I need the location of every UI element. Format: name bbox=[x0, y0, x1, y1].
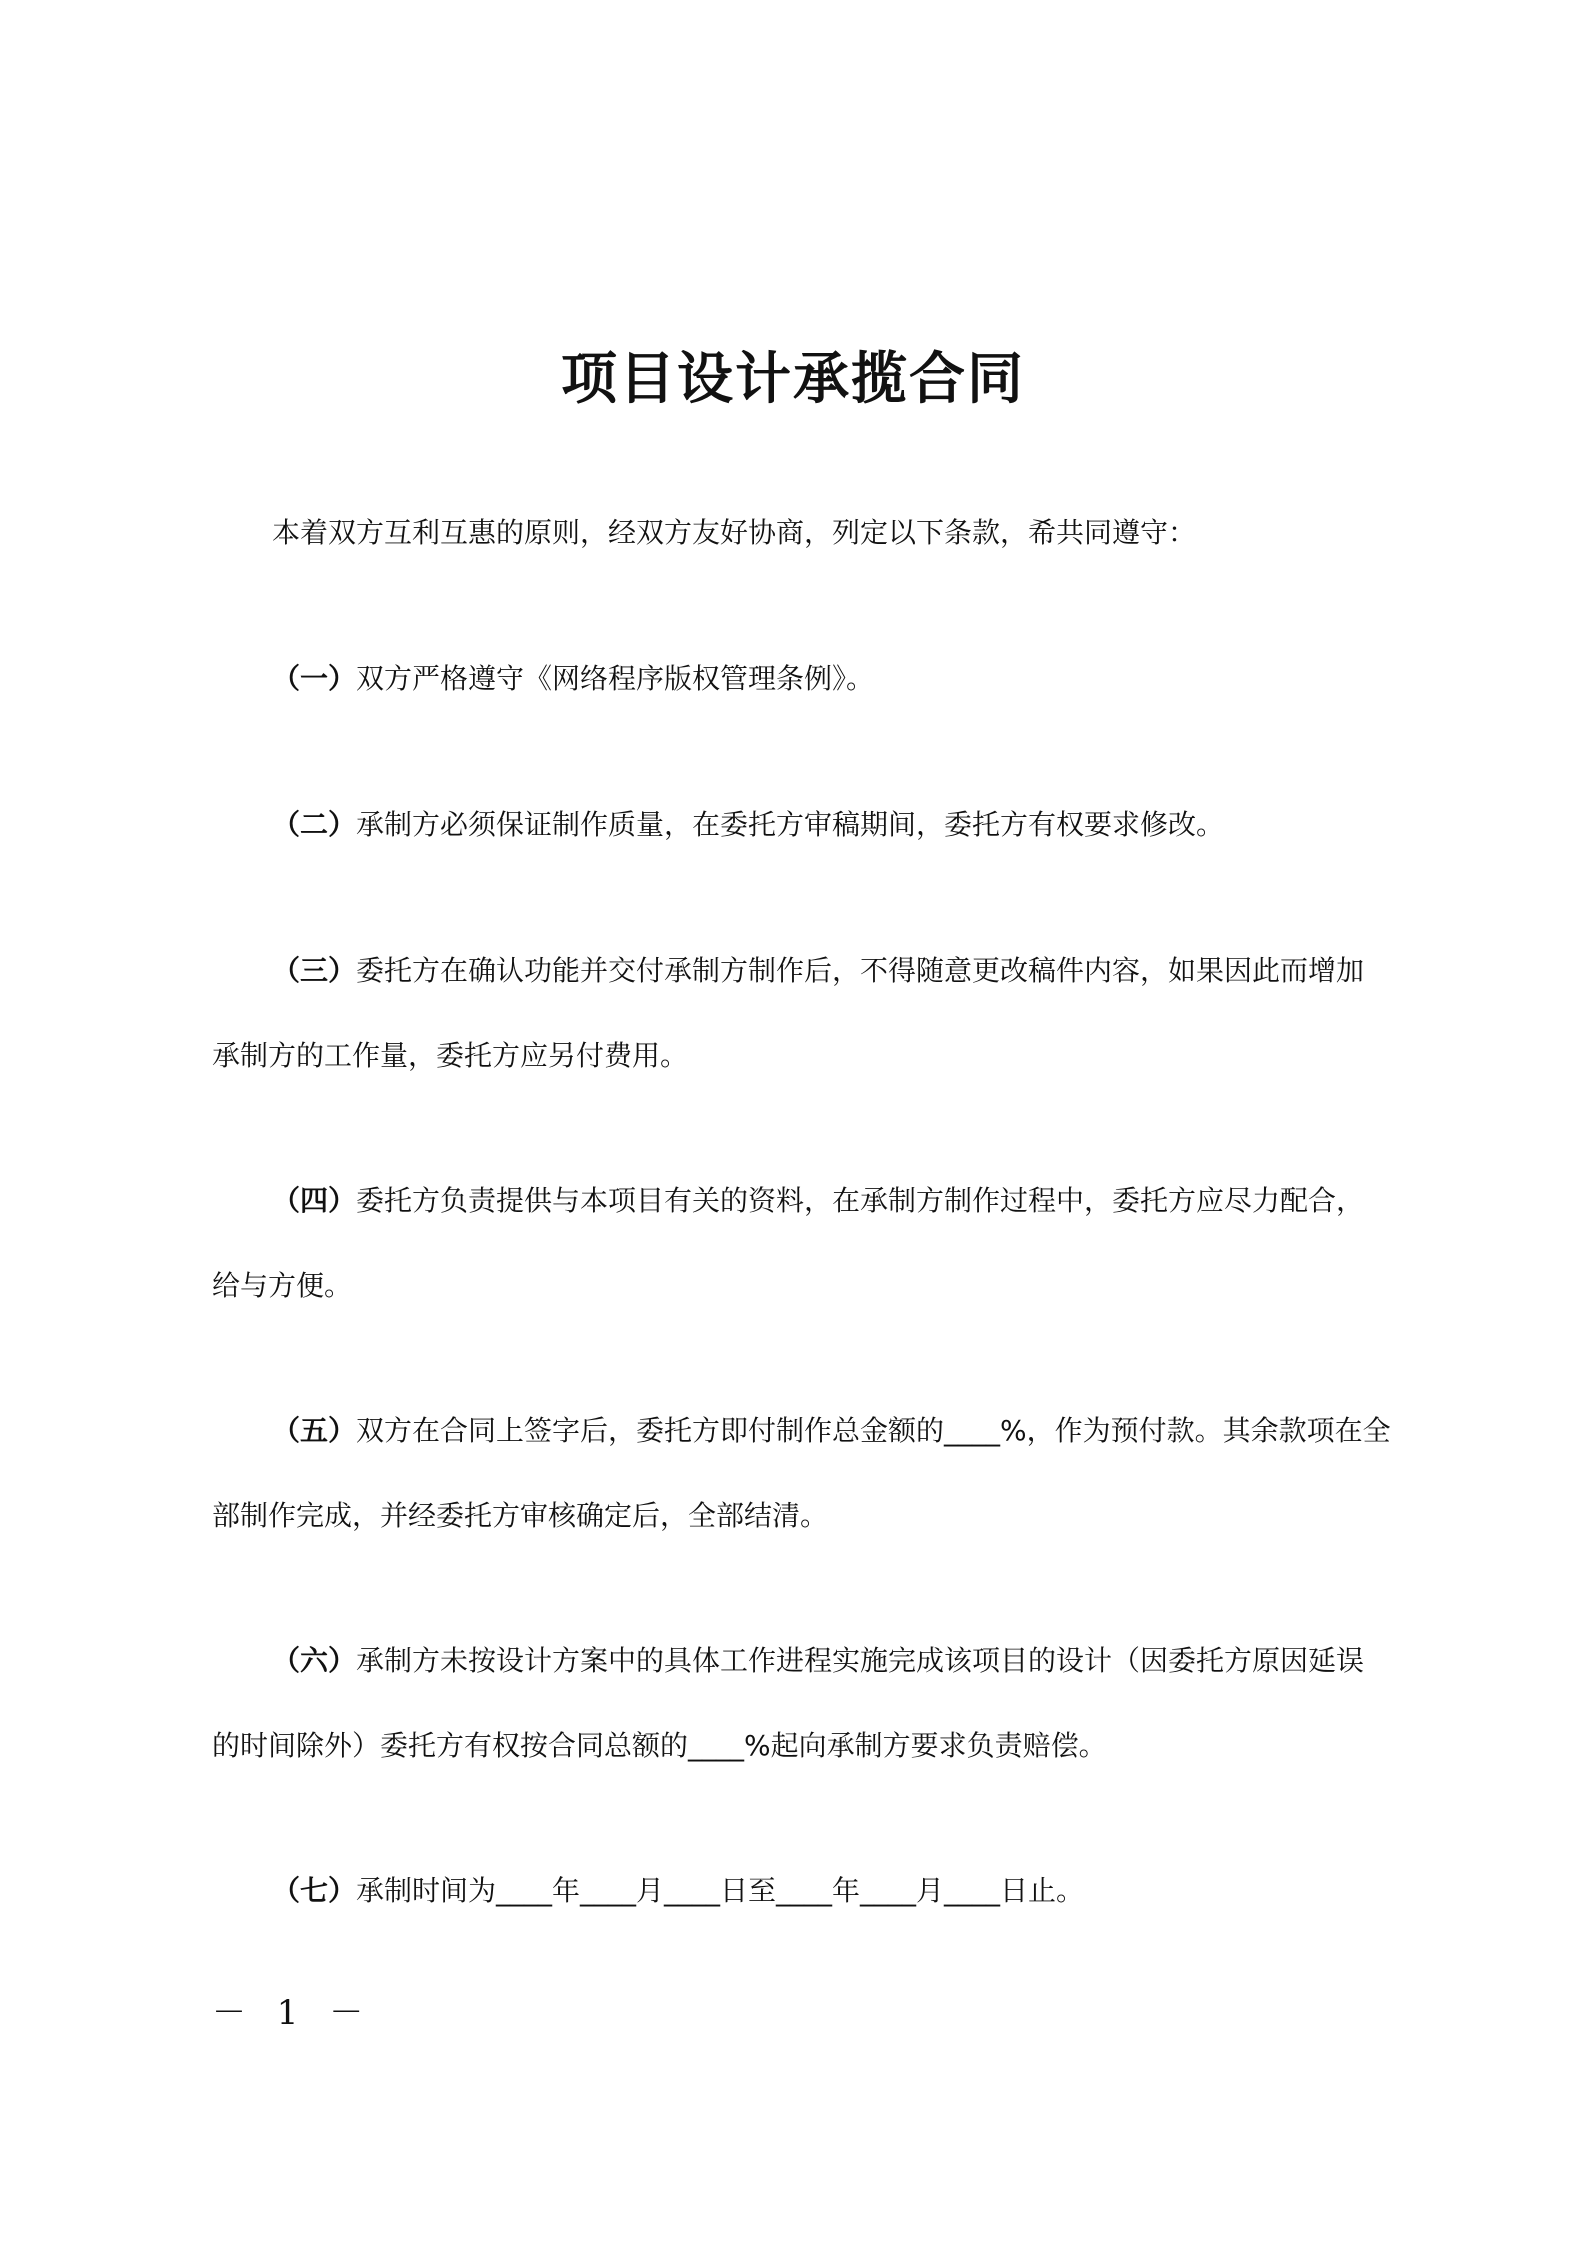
clause-1 bbox=[212, 636, 1392, 721]
clause-number: （四） bbox=[272, 1184, 357, 1217]
clause-number: （六） bbox=[272, 1644, 357, 1677]
clause-text: 委托方在确认功能并交付承制方制作后，不得随意更改稿件内容，如果因此而增加承制方的工作量，委托方应另付费用。 bbox=[212, 954, 1365, 1072]
clause-number: （三） bbox=[272, 954, 357, 987]
clause-4 bbox=[212, 1158, 1392, 1328]
clause-7 bbox=[212, 1848, 1392, 1933]
clause-text: 承制方未按设计方案中的具体工作进程实施完成该项目的设计（因委托方原因延误的时间除外）委托方有权按合同总额的____%起向承制方要求负责赔偿。 bbox=[212, 1644, 1365, 1762]
clause-number: （七） bbox=[272, 1874, 357, 1907]
clause-6 bbox=[212, 1618, 1392, 1788]
clause-text: 承制时间为____年____月____日至____年____月____日止。 bbox=[356, 1874, 1085, 1907]
intro-paragraph: 本着双方互利互惠的原则，经双方友好协商，列定以下条款，希共同遵守： bbox=[272, 516, 1197, 549]
clause-text: 承制方必须保证制作质量，在委托方审稿期间，委托方有权要求修改。 bbox=[356, 808, 1225, 841]
clause-text: 委托方负责提供与本项目有关的资料，在承制方制作过程中，委托方应尽力配合，给与方便。 bbox=[212, 1184, 1365, 1302]
clause-text: 双方严格遵守《网络程序版权管理条例》。 bbox=[356, 662, 875, 695]
clause-number: （二） bbox=[272, 808, 357, 841]
clause-2 bbox=[212, 782, 1392, 867]
page-number: － 1 － bbox=[212, 1993, 374, 2033]
clause-number: （一） bbox=[272, 662, 357, 695]
document-title: 项目设计承揽合同 bbox=[561, 347, 1025, 412]
clause-5 bbox=[212, 1388, 1392, 1558]
clause-3 bbox=[212, 928, 1392, 1098]
clause-text: 双方在合同上签字后，委托方即付制作总金额的____%，作为预付款。其余款项在全部制作完成，并经委托方审核确定后，全部结清。 bbox=[212, 1414, 1391, 1532]
clause-number: （五） bbox=[272, 1414, 357, 1447]
